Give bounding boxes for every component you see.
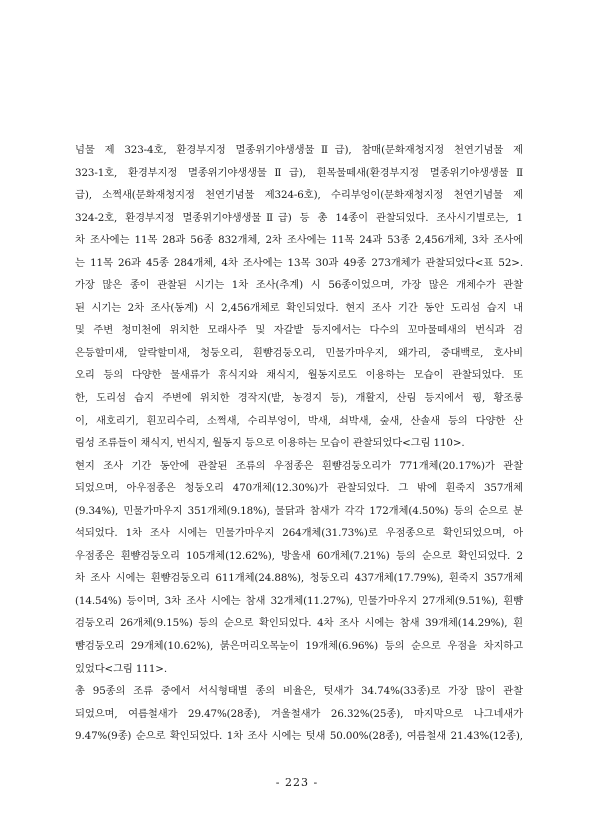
text-line: (14.54%) 등이며, 3차 조사 시에는 참새 32개체(11.27%), 민물가마우지 27개체(9.51%), 흰뺨 [75,594,523,607]
text-line: 한, 도리섬 습지 주변에 위치한 경작지(밭, 농경지 등), 개활지, 산림 등지에서 꿩, 황조롱 [75,392,523,405]
text-line: 되었으며, 아우점종은 청둥오리 470개체(12.30%)가 관찰되었다. 그 밖에 흰죽지 357개체 [75,482,523,495]
text-line: 324-2호, 환경부지정 멸종위기야생생물Ⅱ급) 등 총 14종이 관찰되었다. 조사시기별로는, 1 [75,211,523,224]
body-text [75,139,523,748]
text-line: (9.34%), 민물가마우지 351개체(9.18%), 물닭과 참새가 각각 172개체(4.50%) 등의 순으로 분 [75,504,523,517]
text-line: 차 조사 시에는 흰뺨검둥오리 611개체(24.88%), 청둥오리 437개체(17.79%), 흰죽지 357개체 [75,572,523,585]
text-line: 급), 소쩍새(문화재청지정 천연기념물 제324-6호), 수리부엉이(문화재청지정 천연기념물 제 [75,189,523,202]
text-line: 가장 많은 종이 관찰된 시기는 1차 조사(추계) 시 56종이었으며, 가장 많은 개체수가 관찰 [75,279,523,292]
text-line: 되었으며, 여름철새가 29.47%(28종), 겨울철새가 26.32%(25종), 마지막으로 나그네새가 [75,707,523,720]
text-line: 차 조사에는 11목 28과 56종 832개체, 2차 조사에는 11목 24과 53종 2,456개체, 3차 조사에 [75,234,523,247]
text-line: 오리 등의 다양한 물새류가 휴식지와 채식지, 월동지로도 이용하는 모습이 관찰되었다. 또 [75,369,523,382]
text-line: 된 시기는 2차 조사(동계) 시 2,456개체로 확인되었다. 현지 조사 기간 동안 도리섬 습지 내 [75,301,523,314]
text-line: 은등할미새, 알락할미새, 청둥오리, 흰뺨검둥오리, 민물가마우지, 왜가리, 중대백로, 호사비 [75,346,523,359]
text-line: 석되었다. 1차 조사 시에는 민물가마우지 264개체(31.73%)로 우점종으로 확인되었으며, 아 [75,527,523,540]
text-line: 림성 조류들이 채식지, 번식지, 월동지 등으로 이용하는 모습이 관찰되었다<그림 110>. [75,437,465,450]
text-line: 323-1호, 환경부지정 멸종위기야생생물Ⅱ급), 흰목물떼새(환경부지정 멸종위기야생생물Ⅱ [75,166,523,179]
text-line: 9.47%(9종) 순으로 확인되었다. 1차 조사 시에는 텃새 50.00%(28종), 여름철새 21.43%(12종), [75,730,523,743]
text-line: 이, 새호리기, 흰꼬리수리, 소쩍새, 수리부엉이, 박새, 쇠박새, 숲새, 산솔새 등의 다양한 산 [75,414,523,427]
text-line: 뺨검둥오리 29개체(10.62%), 붉은머리오목눈이 19개체(6.96%) 등의 순으로 우점을 차지하고 [75,640,523,653]
text-line: 있었다<그림 111>. [75,662,167,675]
page-number: - 223 - [275,776,319,789]
text-line: 검둥오리 26개체(9.15%) 등의 순으로 확인되었다. 4차 조사 시에는 참새 39개체(14.29%), 흰 [75,617,523,630]
text-line: 총 95종의 조류 중에서 서식형태별 종의 비율은, 텃새가 34.74%(33종)로 가장 많이 관찰 [75,685,523,698]
text-line: 및 주변 청미천에 위치한 모래사주 및 자갈밭 등지에서는 다수의 꼬마물떼새의 번식과 검 [75,324,523,337]
text-line: 우점종은 흰뺨검둥오리 105개체(12.62%), 방울새 60개체(7.21%) 등의 순으로 확인되었다. 2 [75,549,523,562]
text-line: 현지 조사 기간 동안에 관찰된 조류의 우점종은 흰뺨검둥오리가 771개체(20.17%)가 관찰 [75,459,523,472]
text-line: 는 11목 26과 45종 284개체, 4차 조사에는 13목 30과 49종 273개체가 관찰되었다<표 52>. [75,256,523,269]
text-line: 넘물 제 323-4호, 환경부지정 멸종위기야생생물Ⅱ급), 참매(문화재청지정 천연기념물 제 [75,144,523,156]
